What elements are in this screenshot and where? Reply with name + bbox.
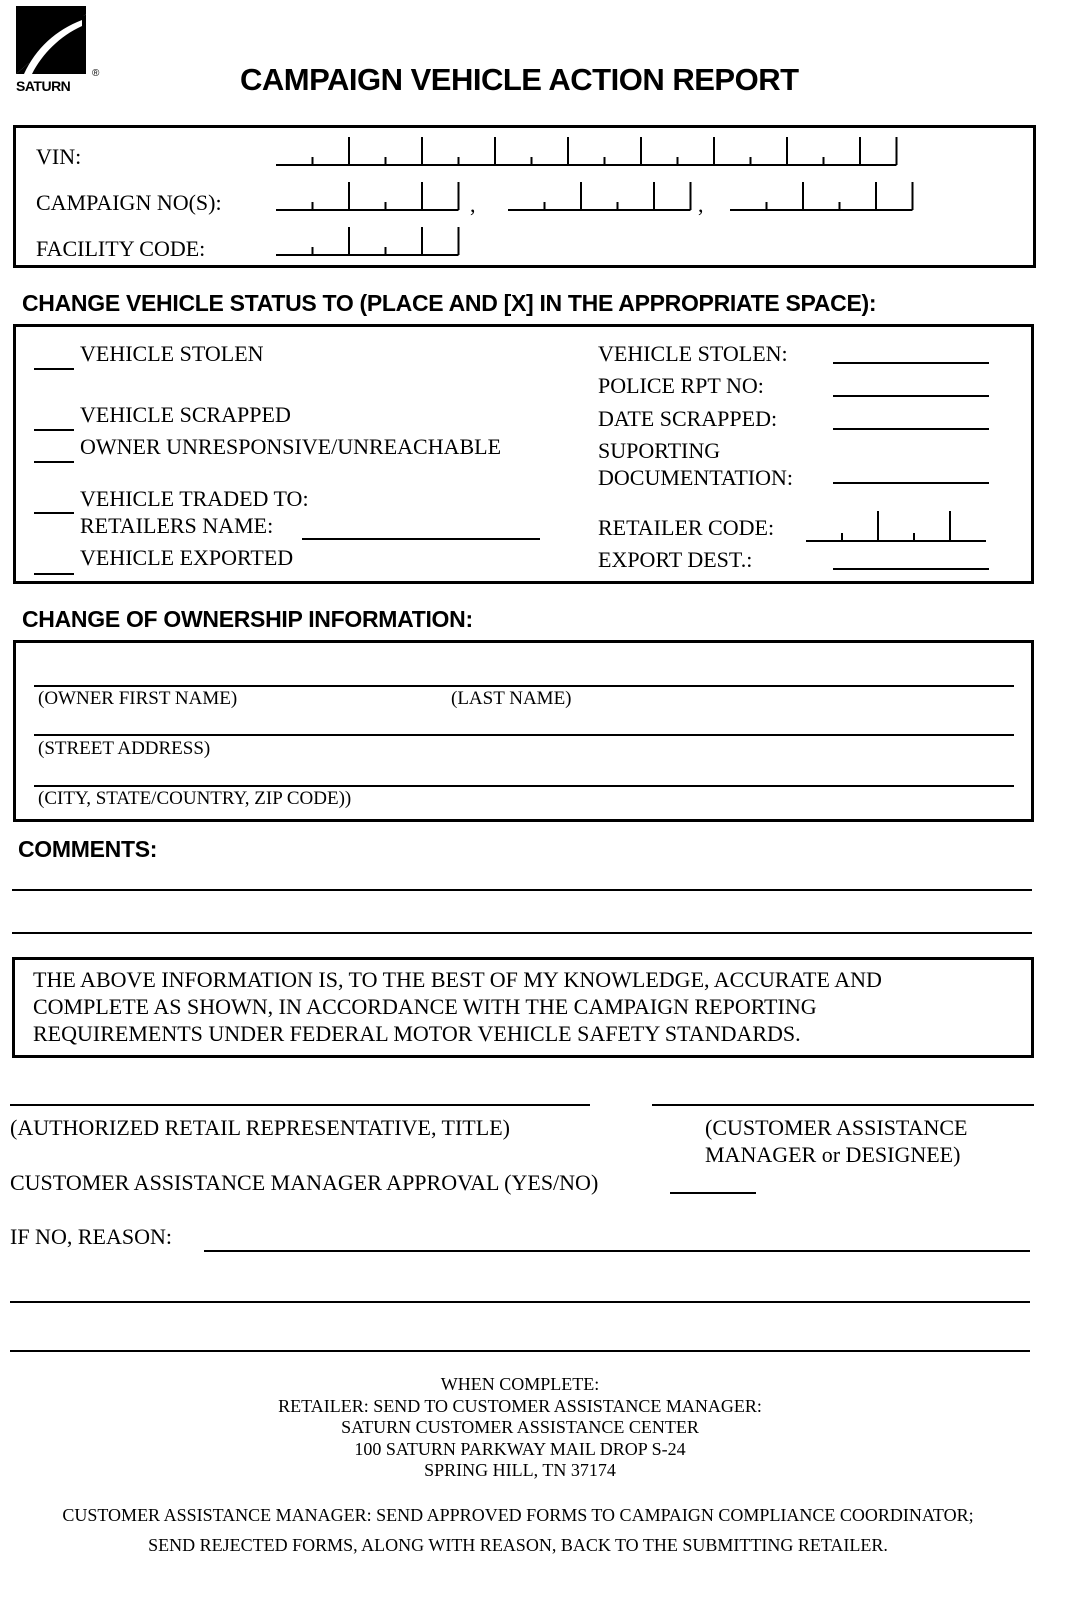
cam-label-1: (CUSTOMER ASSISTANCE bbox=[705, 1115, 968, 1140]
vin-field[interactable] bbox=[0, 0, 1088, 300]
exported-checkbox-line[interactable] bbox=[34, 573, 74, 575]
vin-boxes[interactable] bbox=[276, 137, 897, 165]
comma-separator: , bbox=[698, 192, 704, 217]
documentation-label: DOCUMENTATION: bbox=[598, 465, 794, 490]
vin-label: VIN: bbox=[36, 144, 82, 169]
date-scrapped-label: DATE SCRAPPED: bbox=[598, 406, 778, 431]
traded-checkbox-line[interactable] bbox=[34, 512, 74, 514]
retail-rep-signature-line[interactable] bbox=[10, 1104, 590, 1106]
police-rpt-field[interactable] bbox=[833, 395, 989, 397]
retailer-code-label: RETAILER CODE: bbox=[598, 515, 775, 540]
stolen-field[interactable] bbox=[833, 362, 989, 364]
city-line[interactable] bbox=[34, 785, 1014, 787]
export-dest-label: EXPORT DEST.: bbox=[598, 547, 753, 572]
reason-line-3[interactable] bbox=[10, 1350, 1030, 1352]
street-line[interactable] bbox=[34, 734, 1014, 736]
campaign-no-boxes[interactable] bbox=[730, 182, 913, 210]
footer-cam-line-1: CUSTOMER ASSISTANCE MANAGER: SEND APPROVED FORMS TO CAMPAIGN COMPLIANCE COORDINATOR; bbox=[62, 1505, 974, 1525]
facility-code-boxes[interactable] bbox=[276, 227, 459, 255]
footer-instructions bbox=[0, 1374, 1040, 1482]
footer-line: RETAILER: SEND TO CUSTOMER ASSISTANCE MANAGER: bbox=[278, 1395, 762, 1416]
date-scrapped-field[interactable] bbox=[833, 428, 989, 430]
campaign-no-boxes[interactable] bbox=[508, 182, 691, 210]
status-exported: VEHICLE EXPORTED bbox=[80, 545, 294, 570]
retail-rep-label: (AUTHORIZED RETAIL REPRESENTATIVE, TITLE) bbox=[10, 1115, 510, 1140]
footer-line: 100 SATURN PARKWAY MAIL DROP S-24 bbox=[354, 1438, 686, 1459]
footer-line: SPRING HILL, TN 37174 bbox=[424, 1460, 616, 1480]
status-unresponsive: OWNER UNRESPONSIVE/UNREACHABLE bbox=[80, 434, 502, 459]
stolen-right-label: VEHICLE STOLEN: bbox=[598, 341, 788, 366]
campaign-no-boxes[interactable] bbox=[276, 182, 459, 210]
cam-signature-line[interactable] bbox=[652, 1104, 1034, 1106]
if-no-label: IF NO, REASON: bbox=[10, 1224, 172, 1249]
retailer-code-boxes[interactable] bbox=[806, 511, 986, 541]
approval-field[interactable] bbox=[670, 1192, 756, 1194]
approval-label: CUSTOMER ASSISTANCE MANAGER APPROVAL (YES/NO) bbox=[10, 1170, 599, 1195]
brand-name: SATURN bbox=[16, 78, 71, 94]
ownership-heading: CHANGE OF OWNERSHIP INFORMATION: bbox=[22, 606, 473, 632]
facility-label: FACILITY CODE: bbox=[36, 236, 206, 261]
retailer-code-field[interactable] bbox=[800, 505, 1000, 545]
status-stolen: VEHICLE STOLEN bbox=[80, 341, 264, 366]
status-traded: VEHICLE TRADED TO: bbox=[80, 486, 309, 511]
city-label: (CITY, STATE/COUNTRY, ZIP CODE)) bbox=[38, 788, 352, 809]
footer-line: SATURN CUSTOMER ASSISTANCE CENTER bbox=[341, 1417, 699, 1437]
export-dest-field[interactable] bbox=[833, 568, 989, 570]
footer-cam-line-2: SEND REJECTED FORMS, ALONG WITH REASON, BACK TO THE SUBMITTING RETAILER. bbox=[148, 1535, 888, 1555]
owner-last-name-label: (LAST NAME) bbox=[451, 688, 572, 709]
comments-heading: COMMENTS: bbox=[18, 836, 158, 862]
reason-line-1[interactable] bbox=[204, 1250, 1030, 1252]
comma-separator: , bbox=[470, 192, 476, 217]
police-rpt-label: POLICE RPT NO: bbox=[598, 373, 764, 398]
documentation-field[interactable] bbox=[833, 482, 989, 484]
owner-name-line[interactable] bbox=[34, 685, 1014, 687]
comments-line-2[interactable] bbox=[12, 932, 1032, 934]
street-label: (STREET ADDRESS) bbox=[38, 738, 211, 759]
unresponsive-checkbox-line[interactable] bbox=[34, 461, 74, 463]
status-scrapped: VEHICLE SCRAPPED bbox=[80, 402, 291, 427]
stolen-checkbox-line[interactable] bbox=[34, 368, 74, 370]
owner-first-name-label: (OWNER FIRST NAME) bbox=[38, 688, 238, 709]
retailers-name-field[interactable] bbox=[302, 538, 540, 540]
cam-label-2: MANAGER or DESIGNEE) bbox=[705, 1142, 961, 1167]
status-heading: CHANGE VEHICLE STATUS TO (PLACE AND [X] IN THE APPROPRIATE SPACE): bbox=[22, 290, 877, 316]
comments-line-1[interactable] bbox=[12, 889, 1032, 891]
cert-line-3: REQUIREMENTS UNDER FEDERAL MOTOR VEHICLE SAFETY STANDARDS. bbox=[33, 1021, 801, 1046]
campaign-label: CAMPAIGN NO(S): bbox=[36, 190, 222, 215]
supporting-label: SUPORTING bbox=[598, 438, 721, 463]
reason-line-2[interactable] bbox=[10, 1301, 1030, 1303]
retailers-name-label: RETAILERS NAME: bbox=[80, 513, 274, 538]
cert-line-1: THE ABOVE INFORMATION IS, TO THE BEST OF MY KNOWLEDGE, ACCURATE AND bbox=[33, 967, 882, 992]
footer-line: WHEN COMPLETE: bbox=[440, 1374, 600, 1394]
registered-mark: ® bbox=[92, 68, 100, 79]
cert-line-2: COMPLETE AS SHOWN, IN ACCORDANCE WITH THE CAMPAIGN REPORTING bbox=[33, 994, 817, 1019]
page-title: CAMPAIGN VEHICLE ACTION REPORT bbox=[240, 62, 799, 97]
scrapped-checkbox-line[interactable] bbox=[34, 429, 74, 431]
